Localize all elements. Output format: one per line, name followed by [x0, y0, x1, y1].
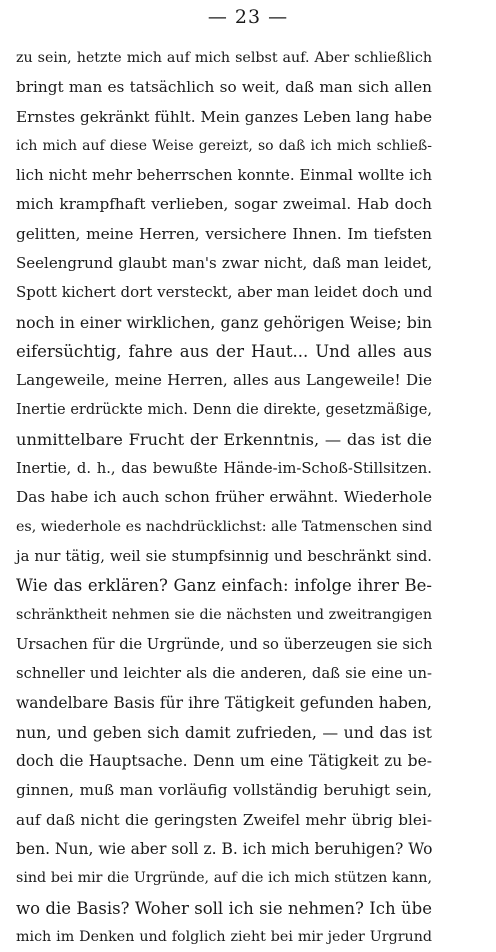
text-line: nun, und geben sich damit zufrieden, — und das ist	[16, 722, 432, 742]
text-line: mich im Denken und folglich zieht bei mir jeder Urgrund	[16, 928, 432, 945]
text-line: ginnen, muß man vorläufig vollständig beruhigt sein,	[16, 781, 432, 800]
text-line: ben. Nun, wie aber soll z. B. ich mich beruhigen? Wo	[16, 840, 433, 859]
text-line: Inertie, d. h., das bewußte Hände-im-Schoß-Stillsitzen.	[16, 460, 432, 478]
text-line: Wie das erklären? Ganz einfach: infolge ihrer Be-	[16, 576, 432, 596]
text-line: Langeweile, meine Herren, alles aus Langeweile! Die	[16, 371, 432, 390]
page-number-header: — 23 —	[207, 6, 289, 28]
text-line: auf daß nicht die geringsten Zweifel mehr übrig blei-	[16, 810, 432, 829]
text-line: schränktheit nehmen sie die nächsten und zweitrangigen	[16, 606, 432, 623]
text-line: gelitten, meine Herren, versichere Ihnen. Im tiefsten	[16, 224, 432, 243]
text-line: mich krampfhaft verlieben, sogar zweimal. Hab doch	[16, 195, 432, 214]
text-line: ich mich auf diese Weise gereizt, so daß ich mich schließ-	[16, 137, 432, 154]
text-line: Ursachen für die Urgründe, und so überzeugen sie sich	[16, 635, 433, 653]
text-line: Seelengrund glaubt man's zwar nicht, daß man leidet,	[16, 254, 432, 273]
text-line: zu sein, hetzte mich auf mich selbst auf. Aber schließlich	[16, 50, 432, 66]
text-line: doch die Hauptsache. Denn um eine Tätigkeit zu be-	[16, 752, 432, 771]
text-line: lich nicht mehr beherrschen konnte. Einmal wollte ich	[16, 166, 432, 185]
text-line: bringt man es tatsächlich so weit, daß man sich allen	[16, 78, 432, 97]
text-line: Das habe ich auch schon früher erwähnt. Wiederhole	[16, 488, 432, 507]
text-line: es, wiederhole es nachdrücklichst: alle Tatmenschen sind	[16, 518, 433, 535]
text-line: Spott kichert dort versteckt, aber man leidet doch und	[16, 283, 433, 302]
text-line: unmittelbare Frucht der Erkenntnis, — das ist die	[16, 429, 432, 449]
page-body-text	[16, 44, 432, 952]
text-line: wandelbare Basis für ihre Tätigkeit gefunden haben,	[16, 693, 432, 712]
text-line: wo die Basis? Woher soll ich sie nehmen? Ich übe	[16, 898, 432, 918]
text-line: sind bei mir die Urgründe, auf die ich mich stützen kann,	[16, 870, 432, 887]
text-line: eifersüchtig, fahre aus der Haut... Und alles aus	[16, 341, 432, 361]
text-line: noch in einer wirklichen, ganz gehörigen Weise; bin	[16, 312, 432, 332]
text-line: Ernstes gekränkt fühlt. Mein ganzes Leben lang habe	[16, 107, 432, 126]
text-line: Inertie erdrückte mich. Denn die direkte, gesetzmäßige,	[16, 401, 432, 418]
text-line: schneller und leichter als die anderen, daß sie eine un-	[16, 665, 432, 683]
text-line: ja nur tätig, weil sie stumpfsinnig und beschränkt sind.	[16, 548, 432, 566]
